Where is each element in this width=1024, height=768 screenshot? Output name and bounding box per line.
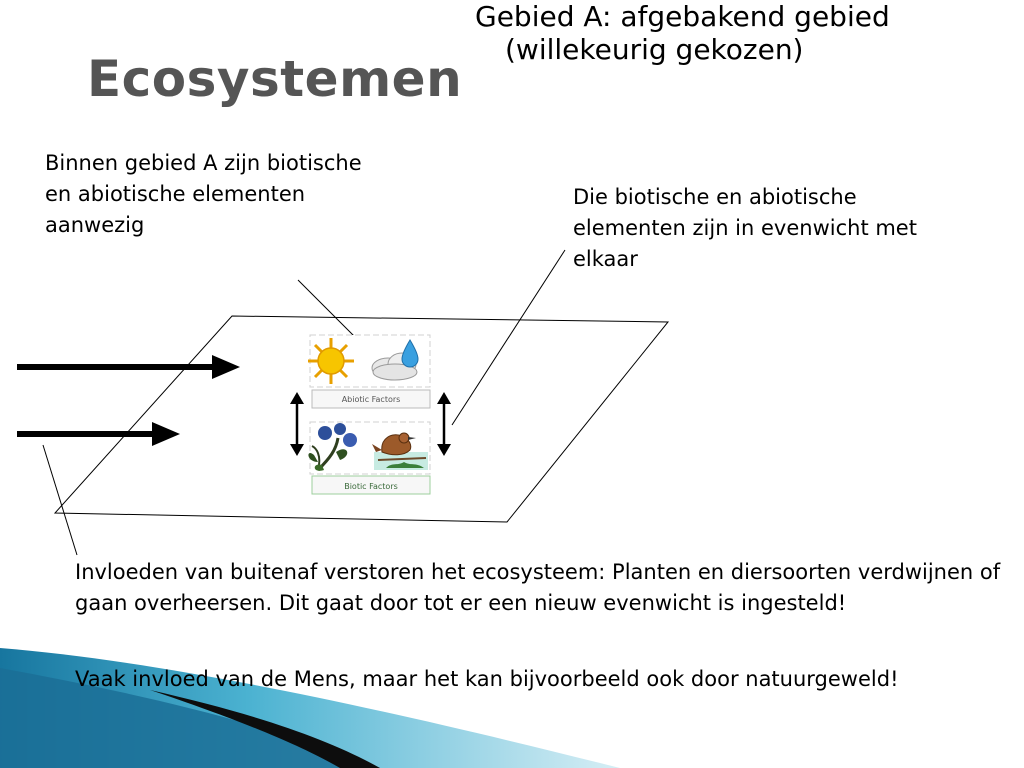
area-heading-line2: (willekeurig gekozen) — [505, 33, 804, 66]
bottom-text-disturbance: Invloeden van buitenaf verstoren het ecosysteem: Planten en diersoorten verdwijnen of gaan overheersen. Dit gaat door tot er een nieuw evenwicht is ingesteld! — [75, 560, 1001, 615]
page-title: Ecosystemen — [87, 50, 463, 108]
biotic-factors-label: Biotic Factors — [344, 482, 398, 491]
double-arrow-left — [290, 392, 304, 456]
note-biotic-abiotic-present: Binnen gebied A zijn biotische en abiotische elementen aanwezig — [45, 151, 362, 237]
pointer-line-right — [452, 250, 565, 425]
pointer-line-bottom — [43, 445, 77, 555]
area-heading-line1: Gebied A: afgebakend gebied — [475, 0, 890, 33]
influence-arrow-bottom — [17, 422, 180, 446]
note-equilibrium: Die biotische en abiotische elementen zijn in evenwicht met elkaar — [573, 185, 917, 271]
double-arrow-right — [437, 392, 451, 456]
abiotic-factors-label: Abiotic Factors — [341, 395, 401, 404]
influence-arrow-top — [17, 355, 240, 379]
bottom-text-human-influence: Vaak invloed van de Mens, maar het kan bijvoorbeeld ook door natuurgeweld! — [75, 667, 899, 691]
